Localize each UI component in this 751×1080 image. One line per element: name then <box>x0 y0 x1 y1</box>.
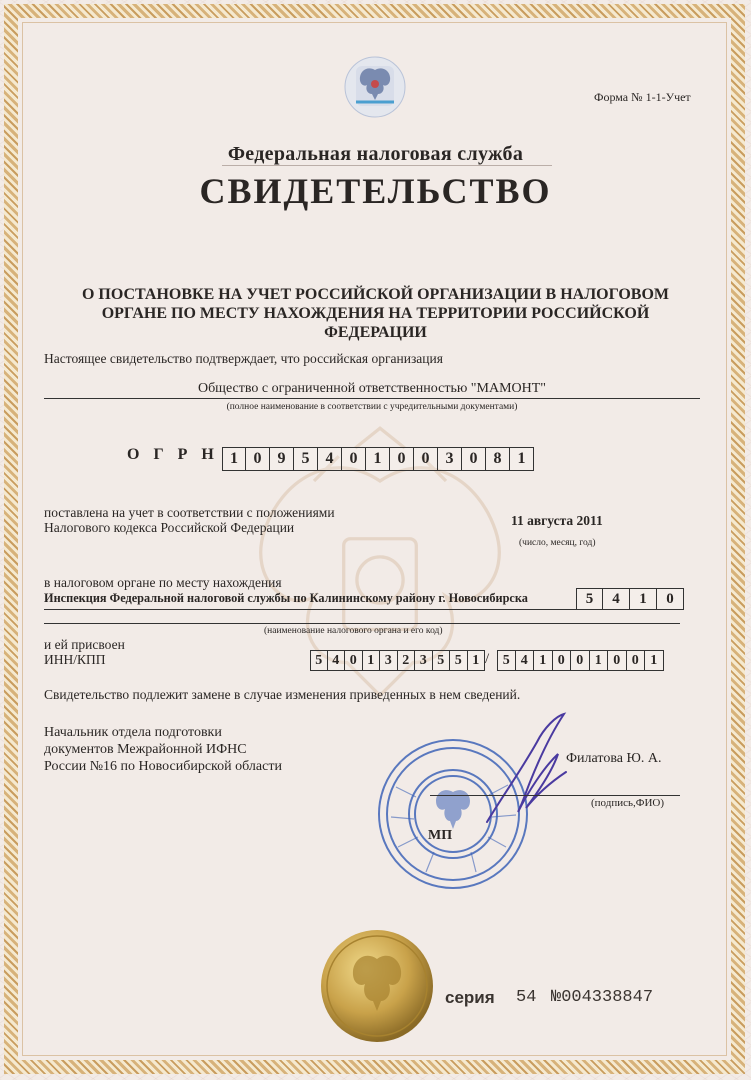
inn-kpp-label: ИНН/КПП <box>44 652 106 667</box>
registered-line-2: Налогового кодекса Российской Федерации <box>44 520 295 535</box>
confirm-text: Настоящее свидетельство подтверждает, что российская организация <box>44 351 443 366</box>
digit-cell: 3 <box>438 447 462 471</box>
state-emblem-icon <box>344 56 406 118</box>
digit-cell: 1 <box>468 650 486 671</box>
ogrn-cells <box>222 447 534 471</box>
digit-cell: 0 <box>627 650 646 671</box>
digit-cell: 0 <box>414 447 438 471</box>
title-divider <box>222 165 552 166</box>
digit-cell: 3 <box>380 650 398 671</box>
digit-cell: 5 <box>433 650 451 671</box>
digit-cell: 0 <box>246 447 270 471</box>
digit-cell: 1 <box>590 650 609 671</box>
digit-cell: 5 <box>576 588 603 610</box>
digit-cell: 5 <box>497 650 516 671</box>
organ-underline-2 <box>44 623 680 624</box>
signature-line <box>430 795 680 796</box>
document-title: СВИДЕТЕЛЬСТВО <box>199 171 552 211</box>
handwritten-signature <box>482 712 572 827</box>
organization-caption: (полное наименование в соответствии с учредительными документами) <box>226 402 518 412</box>
digit-cell: 1 <box>510 447 534 471</box>
form-number: Форма № 1-1-Учет <box>594 90 691 104</box>
series-label: серия <box>445 988 495 1007</box>
digit-cell: 4 <box>516 650 535 671</box>
digit-cell: 0 <box>345 650 363 671</box>
digit-cell: 1 <box>363 650 381 671</box>
digit-cell: 1 <box>645 650 664 671</box>
date-caption: (число, месяц, год) <box>519 538 596 548</box>
agency-name: Федеральная налоговая служба <box>227 143 524 165</box>
registered-line-1: поставлена на учет в соответствии с положениями <box>44 505 335 520</box>
digit-cell: 5 <box>310 650 328 671</box>
organ-code-cells <box>576 588 684 610</box>
chief-title: Начальник отдела подготовки документов Межрайонной ИФНС России №16 по Новосибирской области <box>44 725 282 774</box>
stamp-mark: МП <box>428 828 453 843</box>
replacement-note: Свидетельство подлежит замене в случае изменения приведенных в нем сведений. <box>44 687 521 702</box>
series-value: 54 <box>516 988 537 1007</box>
inn-kpp-separator: / <box>485 651 490 667</box>
digit-cell: 0 <box>608 650 627 671</box>
signer-name: Филатова Ю. А. <box>566 751 662 766</box>
digit-cell: 0 <box>571 650 590 671</box>
digit-cell: 4 <box>328 650 346 671</box>
in-organ-text: в налоговом органе по месту нахождения <box>44 575 282 590</box>
digit-cell: 8 <box>486 447 510 471</box>
document-subtitle: О ПОСТАНОВКЕ НА УЧЕТ РОССИЙСКОЙ ОРГАНИЗАЦИИ В НАЛОГОВОМ ОРГАНЕ ПО МЕСТУ НАХОЖДЕНИЯ НА ТЕРРИТОРИИ РОССИЙСКОЙ ФЕДЕРАЦИИ <box>81 286 670 341</box>
organization-name: Общество с ограниченной ответственностью "МАМОНТ" <box>44 381 700 399</box>
organ-underline <box>44 609 584 610</box>
digit-cell: 2 <box>398 650 416 671</box>
digit-cell: 0 <box>342 447 366 471</box>
gold-seal <box>320 929 434 1043</box>
digit-cell: 4 <box>318 447 342 471</box>
digit-cell: 4 <box>603 588 630 610</box>
digit-cell: 1 <box>630 588 657 610</box>
digit-cell: 1 <box>222 447 246 471</box>
blank-number: №004338847 <box>551 988 654 1007</box>
digit-cell: 0 <box>553 650 572 671</box>
digit-cell: 9 <box>270 447 294 471</box>
digit-cell: 0 <box>657 588 684 610</box>
ogrn-label: ОГРН <box>127 446 228 463</box>
signature-caption: (подпись,ФИО) <box>591 797 664 809</box>
assigned-text: и ей присвоен <box>44 637 125 652</box>
organ-caption: (наименование налогового органа и его код) <box>264 626 443 636</box>
digit-cell: 5 <box>450 650 468 671</box>
kpp-cells <box>497 650 664 671</box>
inspection-name: Инспекция Федеральной налоговой службы по Калининскому району г. Новосибирска <box>44 591 528 605</box>
registration-date: 11 августа 2011 <box>511 513 603 528</box>
inn-cells <box>310 650 485 671</box>
digit-cell: 3 <box>415 650 433 671</box>
digit-cell: 0 <box>462 447 486 471</box>
digit-cell: 1 <box>534 650 553 671</box>
digit-cell: 1 <box>366 447 390 471</box>
digit-cell: 0 <box>390 447 414 471</box>
digit-cell: 5 <box>294 447 318 471</box>
